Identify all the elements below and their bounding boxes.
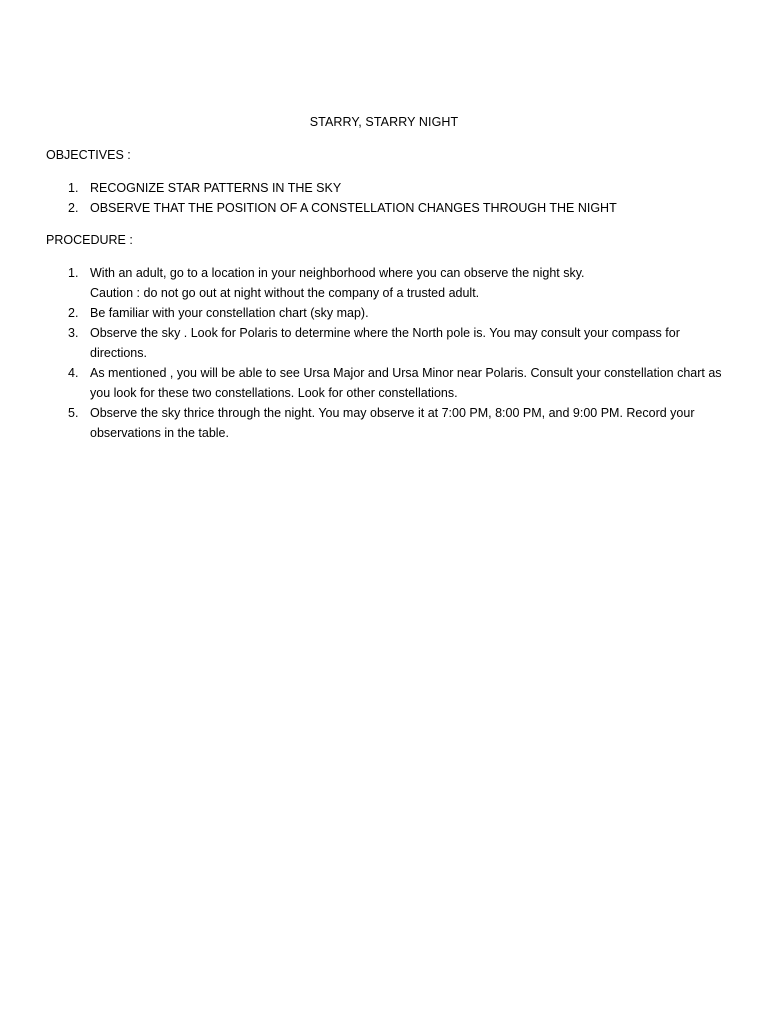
procedure-list [68,263,728,443]
step-caution-note: Caution : do not go out at night without the company of a trusted adult. [90,286,480,300]
procedure-step [68,263,728,303]
objective-number: 1. [68,181,79,195]
objective-number: 2. [68,201,79,215]
procedure-step [68,303,728,323]
step-number: 3. [68,326,79,340]
objectives-heading: OBJECTIVES : [46,148,131,162]
objective-text: OBSERVE THAT THE POSITION OF A CONSTELLATION CHANGES THROUGH THE NIGHT [90,201,617,215]
objective-item [68,178,728,198]
objectives-list [68,178,728,218]
step-number: 5. [68,406,79,420]
step-number: 4. [68,366,79,380]
step-text: Observe the sky thrice through the night. You may observe it at 7:00 PM, 8:00 PM, and 9:00 PM. Record your observations in the table. [90,406,695,440]
step-number: 2. [68,306,79,320]
step-number: 1. [68,266,79,280]
step-text: Observe the sky . Look for Polaris to determine where the North pole is. You may consult your compass for directions. [90,326,680,360]
document-title: STARRY, STARRY NIGHT [309,115,459,129]
procedure-heading: PROCEDURE : [46,233,133,247]
procedure-step [68,363,728,403]
procedure-step [68,323,728,363]
step-text: Be familiar with your constellation chart (sky map). [90,306,369,320]
step-text: As mentioned , you will be able to see Ursa Major and Ursa Minor near Polaris. Consult your constellation chart as you look for these two constellations. Look for other constellations. [90,366,722,400]
objective-text: RECOGNIZE STAR PATTERNS IN THE SKY [90,181,342,195]
objective-item [68,198,728,218]
procedure-step [68,403,728,443]
step-text: With an adult, go to a location in your neighborhood where you can observe the night sky. [90,266,585,280]
